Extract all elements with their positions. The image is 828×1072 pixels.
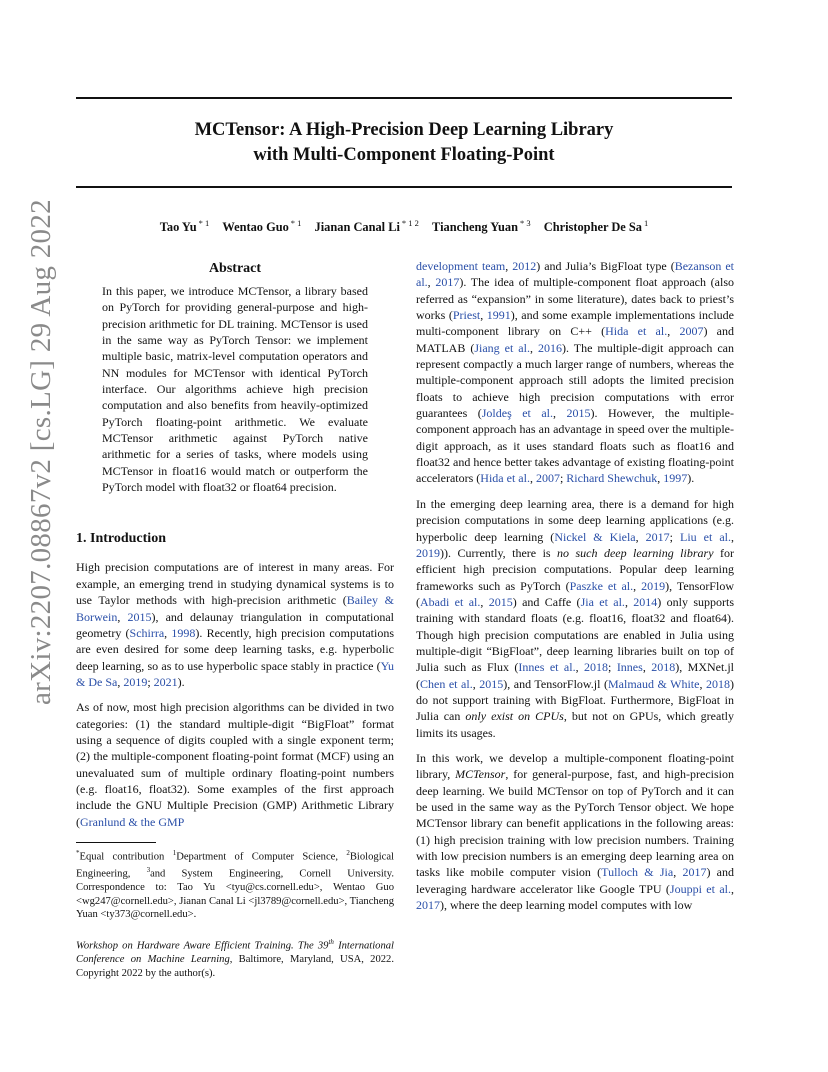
citation-link[interactable]: Abadi et al. bbox=[420, 594, 481, 609]
citation-link[interactable]: Innes bbox=[616, 660, 643, 675]
emphasis-text: only exist on CPUs bbox=[465, 709, 564, 724]
emphasis-text: no such deep learning library bbox=[557, 545, 714, 560]
citation-link[interactable]: 2019 bbox=[641, 578, 666, 593]
citation-link[interactable]: Bezanson et al. bbox=[416, 259, 734, 290]
citation-link[interactable]: Chen et al. bbox=[420, 676, 473, 691]
abstract-heading: Abstract bbox=[208, 261, 262, 276]
citation-link[interactable]: 2017 bbox=[435, 275, 460, 290]
author: Tao Yu $^{* 1}$ bbox=[159, 218, 210, 235]
author: Jianan Canal Li $^{* 1 2}$ bbox=[314, 218, 419, 235]
title-line-2: with Multi-Component Floating-Point bbox=[253, 145, 555, 165]
citation-link[interactable]: 2017 bbox=[682, 865, 707, 880]
introduction-heading: 1. Introduction bbox=[76, 531, 166, 547]
citation-link[interactable]: 1998 bbox=[171, 625, 196, 640]
citation-link[interactable]: Liu et al. bbox=[680, 529, 732, 544]
author-list bbox=[76, 213, 732, 237]
citation-link[interactable]: 2014 bbox=[633, 594, 658, 609]
citation-link[interactable]: Yu & De Sa bbox=[76, 658, 394, 689]
right-column bbox=[416, 258, 734, 922]
citation-link[interactable]: Hida et al. bbox=[605, 324, 668, 339]
citation-link[interactable]: Tulloch & Jia bbox=[601, 865, 674, 880]
citation-link[interactable]: development team bbox=[416, 259, 506, 273]
arxiv-identifier-stamp: arXiv:2207.08867v2 [cs.LG] 29 Aug 2022 bbox=[25, 199, 57, 705]
right-paragraph-3: In this work, we develop a multiple-component floating-point library, MCTensor, for general-purpose, fast, and high-precision deep learning. We build MCTensor on top of PyTorch and it can be used in the same way as the PyTorch Tensor object. We hope MCTensor library can benefit applications in the following areas: (1) high precision training with low precision numbers. Training with low precision numbers is an emerging deep learning area on tasks like mobile computer vision (Tulloch & Jia, 2017) and leveraging hardware accelerator like Google TPU (Jouppi et al., 2017), where the deep learning model computes with low bbox=[416, 750, 734, 913]
emphasis-text: MCTensor bbox=[455, 767, 506, 782]
citation-link[interactable]: 2015 bbox=[566, 406, 591, 421]
citation-link[interactable]: Joldeş et al. bbox=[481, 406, 554, 421]
citation-link[interactable]: Jouppi et al. bbox=[669, 881, 731, 896]
title-bottom-rule bbox=[76, 186, 732, 188]
citation-link[interactable]: 1991 bbox=[486, 308, 511, 323]
right-paragraph-1: development team, 2012) and Julia’s BigFloat type (Bezanson et al., 2017). The idea of multiple-component float approach (also referred as “expansion” in some literature), dates back to priest’s works (Priest, 1991), and some example implementations include multi-component library on C++ (Hida et al., 2007) and MATLAB (Jiang et al., 2016). The multiple-digit approach can represent compactly a much larger range of numbers, whereas the multiple-component approach still adopts the limited precision floats to achieve high precision computations with error guarantees (Joldeş et al., 2015). However, the multiple-component approach has an advantage in speed over the multiple-digit approach, as it uses standard floats such as float16 and float32 and hence better takes advantage of existing floating-point accelerators (Hida et al., 2007; Richard Shewchuk, 1997). bbox=[416, 259, 735, 486]
citation-link[interactable]: Granlund & the GMP bbox=[80, 814, 185, 829]
citation-link[interactable]: 2015 bbox=[479, 676, 504, 691]
citation-link[interactable]: 2012 bbox=[512, 259, 537, 273]
abstract-text: In this paper, we introduce MCTensor, a library based on PyTorch for providing general-purpose and high-precision arithmetic for DL training. MCTensor is used in the same way as PyTorch Tensor: we implement multiple basic, matrix-level computation operators and NN modules for MCTensor with identical PyTorch interface. Our algorithms achieve high precision computation and also benefits from heavily-optimized PyTorch floating-point arithmetic. We evaluate MCTensor arithmetic against PyTorch native arithmetic for a series of tasks, where models using MCTensor in float16 would match or outperform the PyTorch model with float32 or float64 precision. bbox=[102, 284, 368, 495]
citation-link[interactable]: Innes et al. bbox=[518, 660, 576, 675]
citation-link[interactable]: 2017 bbox=[645, 529, 670, 544]
author: Wentao Guo $^{* 1}$ bbox=[222, 218, 302, 235]
citation-link[interactable]: 2016 bbox=[537, 340, 562, 355]
citation-link[interactable]: 2007 bbox=[535, 471, 560, 486]
author: Christopher De Sa $^1$ bbox=[543, 218, 649, 235]
citation-link[interactable]: Jia et al. bbox=[580, 594, 625, 609]
citation-link[interactable]: 2017 bbox=[416, 898, 440, 913]
citation-link[interactable]: Nickel & Kiela bbox=[554, 529, 636, 544]
intro-paragraph-2: As of now, most high precision algorithms can be divided in two categories: (1) the standard multiple-digit “BigFloat” format using a sequence of digits coupled with a single exponent term; (2) the multiple-component floating-point format (MCF) using an unevaluated sum of multiple ordinary floating-point numbers (e.g. float16, float32). Some examples of the first approach include the GNU Multiple Precision (GMP) Arithmetic Library (Granlund & the GMP bbox=[76, 700, 394, 829]
citation-link[interactable]: Paszke et al. bbox=[569, 578, 634, 593]
citation-link[interactable]: Schirra bbox=[129, 625, 165, 640]
citation-link[interactable]: 2018 bbox=[706, 676, 730, 691]
citation-link[interactable]: Richard Shewchuk bbox=[566, 471, 658, 486]
citation-link[interactable]: 1997 bbox=[663, 471, 688, 486]
citation-link[interactable]: Bailey & Borwein bbox=[76, 593, 394, 624]
left-column bbox=[76, 258, 394, 980]
citation-link[interactable]: 2019 bbox=[416, 545, 440, 560]
citation-link[interactable]: 2007 bbox=[679, 324, 704, 339]
citation-link[interactable]: 2021 bbox=[153, 674, 178, 689]
citation-link[interactable]: Jiang et al. bbox=[474, 340, 530, 355]
paper-title bbox=[76, 118, 732, 168]
citation-link[interactable]: Malmaud & White bbox=[607, 676, 700, 691]
citation-link[interactable]: 2018 bbox=[651, 660, 676, 675]
title-line-1: MCTensor: A High-Precision Deep Learning Library bbox=[194, 120, 614, 140]
citation-link[interactable]: 2018 bbox=[584, 660, 609, 675]
intro-paragraph-1: High precision computations are of interest in many areas. For example, an emerging trend in studying dynamical systems is to use Taylor methods with high-precision arithmetic (Bailey & Borwein, 2015), and delaunay triangulation in computational geometry (Schirra, 1998). Recently, high precision computations are even desired for some deep learning tasks, e.g. hyperbolic deep learning, so as to use hyperbolic space stably in practice (Yu & De Sa, 2019; 2021). bbox=[76, 560, 395, 689]
title-top-rule bbox=[76, 97, 732, 99]
citation-link[interactable]: 2019 bbox=[123, 674, 148, 689]
citation-link[interactable]: 2015 bbox=[488, 594, 513, 609]
citation-link[interactable]: 2015 bbox=[127, 609, 152, 624]
right-paragraph-2: In the emerging deep learning area, there is a demand for high precision computations in some deep learning applications (e.g. hyperbolic deep learning (Nickel & Kiela, 2017; Liu et al., 2019)). Currently, there is no such deep learning library for efficient high precision computations. Popular deep learning frameworks such as PyTorch (Paszke et al., 2019), TensorFlow (Abadi et al., 2015) and Caffe (Jia et al., 2014) only supports training with standard floats (e.g. float16, float32 and float64). Though high precision computations are enabled in Julia using multiple-digit “BigFloat”, deep learning libraries built on top of Julia such as Flux (Innes et al., 2018; Innes, 2018), MXNet.jl (Chen et al., 2015), and TensorFlow.jl (Malmaud & White, 2018) do not support training with BigFloat. Furthermore, BigFloat in Julia can only exist on CPUs, but not on GPUs, which greatly limits its usages. bbox=[416, 496, 735, 740]
citation-link[interactable]: Priest bbox=[452, 308, 481, 323]
affiliation-footnote: *Equal contribution $^1$Department of Computer Science, $^2$Biological Engineering, $^3$and System Engineering, Cornell University. Correspondence to: Tao Yu <tyu@cs.cornell.edu>, Wentao Guo <wg247@cornell.edu>, Jianan Canal Li <jl3789@cornell.edu>, Tiancheng Yuan <ty373@cornell.edu>. bbox=[76, 848, 394, 921]
author: Tiancheng Yuan $^{* 3}$ bbox=[432, 218, 531, 235]
citation-link[interactable]: Hida et al. bbox=[480, 471, 530, 486]
footnote-divider bbox=[76, 842, 156, 843]
workshop-note: Workshop on Hardware Aware Efficient Training. The 39th International Conference on Machine Learning, Baltimore, Maryland, USA, 2022. Copyright 2022 by the author(s). bbox=[76, 938, 395, 979]
